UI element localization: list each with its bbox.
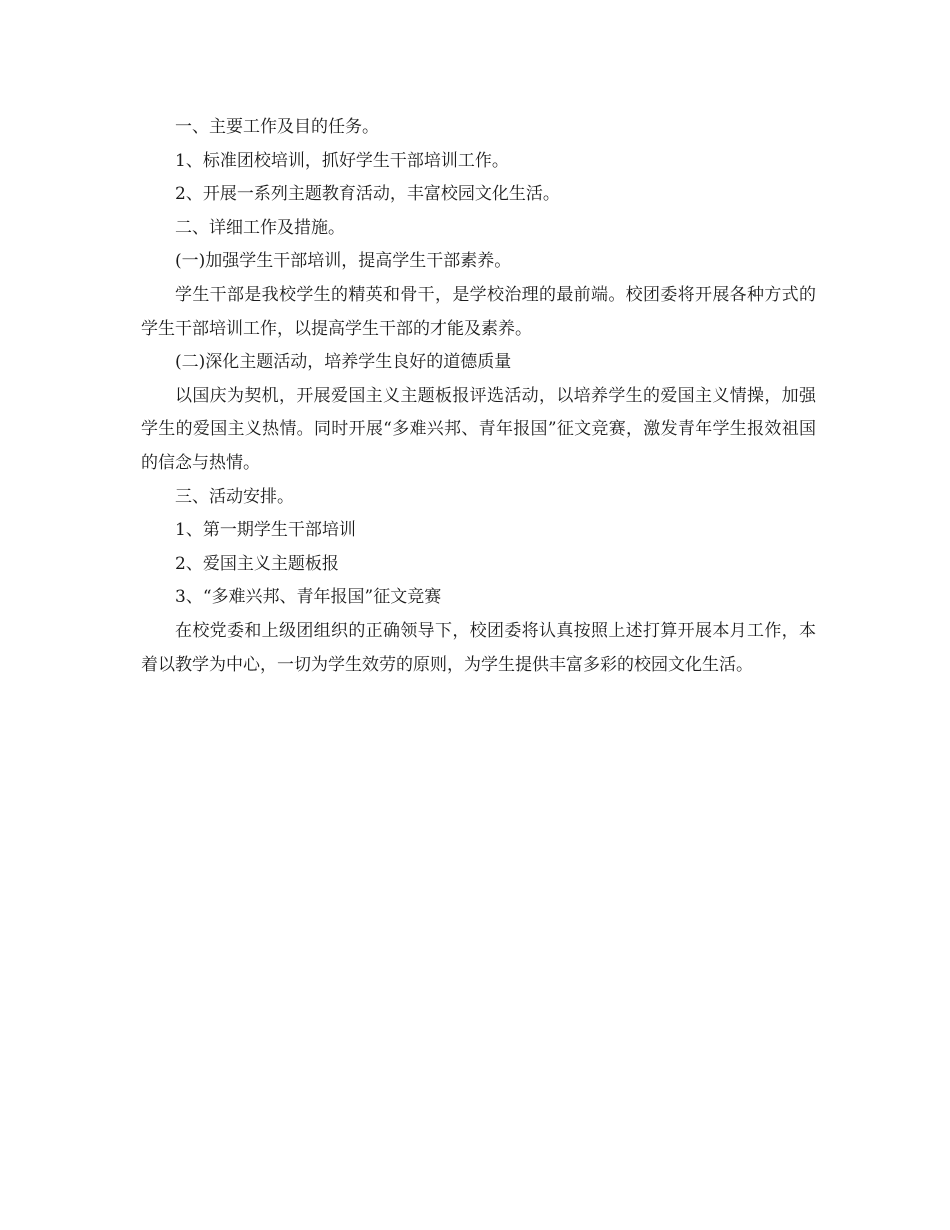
heading-measures: 二、详细工作及措施。 — [175, 217, 345, 238]
document-body — [141, 111, 816, 682]
heading-activity-schedule: 三、活动安排。 — [175, 486, 294, 507]
heading-main-tasks: 一、主要工作及目的任务。 — [175, 117, 379, 137]
list-item: 1、标准团校培训，抓好学生干部培训工作。 — [175, 150, 509, 171]
subheading-cadre-training: (一)加强学生干部培训，提高学生干部素养。 — [175, 251, 512, 272]
paragraph-conclusion: 在校党委和上级团组织的正确领导下，校团委将认真按照上述打算开展本月工作，本着以教学为中心，一切为学生效劳的原则，为学生提供丰富多彩的校园文化生活。 — [141, 620, 816, 675]
list-item: 2、开展一系列主题教育活动，丰富校园文化生活。 — [175, 184, 560, 205]
list-item: 1、第一期学生干部培训 — [175, 520, 356, 541]
list-item: 2、爱国主义主题板报 — [175, 553, 339, 574]
paragraph-cadre-training: 学生干部是我校学生的精英和骨干，是学校治理的最前端。校团委将开展各种方式的学生干部培训工作，以提高学生干部的才能及素养。 — [141, 284, 816, 339]
paragraph-theme-activities: 以国庆为契机，开展爱国主义主题板报评选活动，以培养学生的爱国主义情操，加强学生的爱国主义热情。同时开展“多难兴邦、青年报国”征文竞赛，激发青年学生报效祖国的信念与热情。 — [141, 385, 816, 473]
list-item: 3、“多难兴邦、青年报国”征文竞赛 — [175, 587, 442, 608]
subheading-theme-activities: (二)深化主题活动，培养学生良好的道德质量 — [175, 352, 512, 373]
